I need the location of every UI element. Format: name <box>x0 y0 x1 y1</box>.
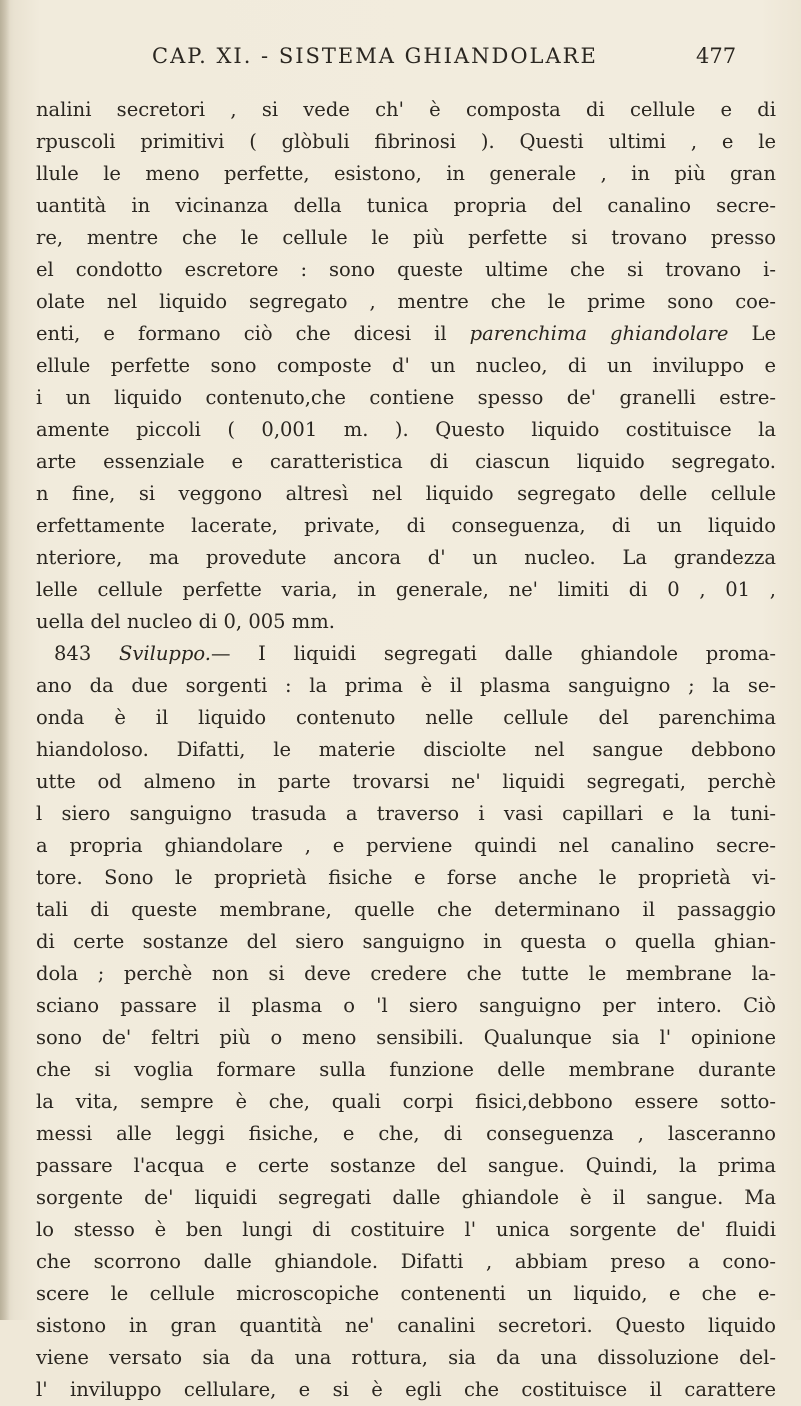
italic-phrase: parenchima ghiandolare <box>469 322 729 345</box>
page-number: 477 <box>696 44 737 68</box>
text-line <box>36 734 776 766</box>
line-text: — I liquidi segregati dalle ghiandole proma- <box>210 642 776 665</box>
text-line <box>36 638 776 670</box>
running-head: CAP. XI. - SISTEMA GHIANDOLARE <box>152 44 598 68</box>
text-line <box>36 542 776 574</box>
line-text: amente piccoli ( 0,001 m. ). Questo liquido costituisce la <box>36 418 776 441</box>
text-line <box>36 670 776 702</box>
italic-phrase: Sviluppo. <box>118 642 211 665</box>
text-line <box>36 798 776 830</box>
binding-shadow <box>0 0 10 1320</box>
line-text: lo stesso è ben lungi di costituire l' unica sorgente de' fluidi <box>36 1218 776 1241</box>
line-text: sistono in gran quantità ne' canalini secretori. Questo liquido <box>36 1314 776 1337</box>
text-line <box>36 1374 776 1406</box>
text-line <box>36 1022 776 1054</box>
line-text: che si voglia formare sulla funzione delle membrane durante <box>36 1058 776 1081</box>
text-line <box>36 158 776 190</box>
text-line <box>36 1246 776 1278</box>
text-line <box>36 126 776 158</box>
line-text: onda è il liquido contenuto nelle cellule del parenchima <box>36 706 776 729</box>
line-text: la vita, sempre è che, quali corpi fisici,debbono essere sotto- <box>36 1090 776 1113</box>
text-line <box>36 254 776 286</box>
line-text: el condotto escretore : sono queste ultime che si trovano i- <box>36 258 776 281</box>
body-text <box>36 94 776 1406</box>
line-text: passare l'acqua e certe sostanze del sangue. Quindi, la prima <box>36 1154 776 1177</box>
text-line <box>36 350 776 382</box>
text-line <box>36 574 776 606</box>
line-text: l siero sanguigno trasuda a traverso i vasi capillari e la tuni- <box>36 802 776 825</box>
text-line <box>36 1118 776 1150</box>
text-line <box>36 958 776 990</box>
line-text: llule le meno perfette, esistono, in generale , in più gran <box>36 162 776 185</box>
line-text: erfettamente lacerate, private, di conseguenza, di un liquido <box>36 514 776 537</box>
line-text: nalini secretori , si vede ch' è composta di cellule e di <box>36 98 776 121</box>
line-text: viene versato sia da una rottura, sia da una dissoluzione del- <box>36 1346 776 1369</box>
line-text: ano da due sorgenti : la prima è il plasma sanguigno ; la se- <box>36 674 776 697</box>
text-line <box>36 1310 776 1342</box>
line-text: sono de' feltri più o meno sensibili. Qualunque sia l' opinione <box>36 1026 776 1049</box>
line-text: utte od almeno in parte trovarsi ne' liquidi segregati, perchè <box>36 770 776 793</box>
text-line <box>36 318 776 350</box>
line-text: arte essenziale e caratteristica di ciascun liquido segregato. <box>36 450 776 473</box>
page-header <box>0 44 801 84</box>
text-line <box>36 94 776 126</box>
line-text: sciano passare il plasma o 'l siero sanguigno per intero. Ciò <box>36 994 776 1017</box>
text-line <box>36 478 776 510</box>
line-text: hiandoloso. Difatti, le materie disciolte nel sangue debbono <box>36 738 776 761</box>
line-text: 843 <box>54 642 119 665</box>
line-text: uantità in vicinanza della tunica propria del canalino secre- <box>36 194 776 217</box>
line-text: l' inviluppo cellulare, e si è egli che costituisce il carattere <box>36 1378 776 1401</box>
text-line <box>36 190 776 222</box>
text-line <box>36 414 776 446</box>
text-line <box>36 1182 776 1214</box>
text-line <box>36 862 776 894</box>
text-line <box>36 1086 776 1118</box>
line-text: re, mentre che le cellule le più perfette si trovano presso <box>36 226 776 249</box>
text-line <box>36 1150 776 1182</box>
text-line <box>36 1342 776 1374</box>
text-line <box>36 606 776 638</box>
text-line <box>36 1214 776 1246</box>
line-text: sorgente de' liquidi segregati dalle ghiandole è il sangue. Ma <box>36 1186 776 1209</box>
text-line <box>36 1054 776 1086</box>
line-text: tore. Sono le proprietà fisiche e forse anche le proprietà vi- <box>36 866 776 889</box>
text-line <box>36 382 776 414</box>
line-text: che scorrono dalle ghiandole. Difatti , abbiam preso a cono- <box>36 1250 776 1273</box>
line-text: di certe sostanze del siero sanguigno in questa o quella ghian- <box>36 930 776 953</box>
text-line <box>36 510 776 542</box>
line-text: tali di queste membrane, quelle che determinano il passaggio <box>36 898 776 921</box>
text-line <box>36 766 776 798</box>
text-line <box>36 286 776 318</box>
line-text: ellule perfette sono composte d' un nucleo, di un inviluppo e <box>36 354 776 377</box>
line-text: rpuscoli primitivi ( glòbuli fibrinosi ). Questi ultimi , e le <box>36 130 776 153</box>
line-text: uella del nucleo di 0, 005 mm. <box>36 610 335 633</box>
text-line <box>36 894 776 926</box>
line-text: i un liquido contenuto,che contiene spesso de' granelli estre- <box>36 386 776 409</box>
text-line <box>36 1278 776 1310</box>
line-text: messi alle leggi fisiche, e che, di conseguenza , lasceranno <box>36 1122 776 1145</box>
line-text: enti, e formano ciò che dicesi il <box>36 322 470 345</box>
line-text: n fine, si veggono altresì nel liquido segregato delle cellule <box>36 482 776 505</box>
line-text: dola ; perchè non si deve credere che tutte le membrane la- <box>36 962 776 985</box>
text-line <box>36 222 776 254</box>
text-line <box>36 926 776 958</box>
line-text: scere le cellule microscopiche contenenti un liquido, e che e- <box>36 1282 776 1305</box>
text-line <box>36 446 776 478</box>
line-text: nteriore, ma provedute ancora d' un nucleo. La grandezza <box>36 546 776 569</box>
line-text: a propria ghiandolare , e perviene quindi nel canalino secre- <box>36 834 776 857</box>
text-line <box>36 830 776 862</box>
line-text: olate nel liquido segregato , mentre che le prime sono coe- <box>36 290 776 313</box>
text-line <box>36 990 776 1022</box>
text-line <box>36 702 776 734</box>
line-text: lelle cellule perfette varia, in generale, ne' limiti di 0 , 01 , <box>36 578 776 601</box>
line-text: Le <box>728 322 776 345</box>
